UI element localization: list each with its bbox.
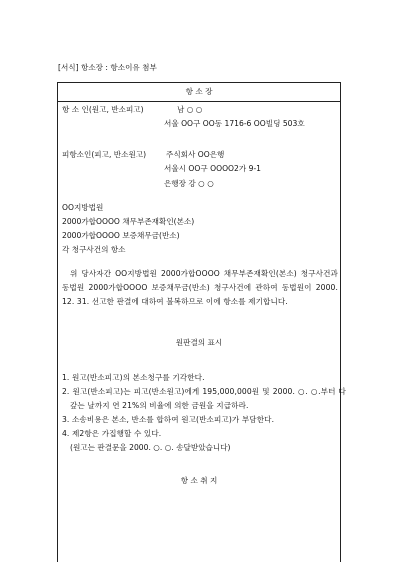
document-title: 항 소 장 [185, 87, 213, 96]
judgment-item: 4. 제2항은 가집행할 수 있다. [62, 429, 162, 438]
appellee-role: 피항소인(피고, 반소원고) [62, 150, 147, 159]
service-note: (원고는 판결문을 2000. ○. ○. 송달받았습니다) [70, 443, 231, 452]
cases-footer: 각 청구사건의 항소 [62, 245, 126, 254]
title-divider [58, 101, 340, 102]
appeal-body-paragraph: 위 당사자간 OO지방법원 2000가합OOOO 채무부존재확인(본소) 청구사건과 동법원 2000가합OOOO 보증채무금(반소) 청구사건에 관하여 동법원이 2000. 12. 31. 선고한 판결에 대하여 불복하므로 이에 항소를 제기합니다. [62, 269, 338, 306]
appellant-address: 서울 OO구 OO동 1716-6 OO빌딩 503호 [164, 119, 305, 128]
appellant-role: 항 소 인(원고, 반소피고) [62, 105, 144, 114]
judgment-heading: 원판결의 표시 [175, 338, 223, 347]
appellee-representative: 은행장 강 ○ ○ [164, 179, 214, 188]
court-name: OO지방법원 [62, 203, 104, 212]
case-counter: 2000가합OOOO 보증채무금(반소) [62, 231, 180, 240]
appellant-name: 남 ○ ○ [177, 105, 203, 114]
judgment-item: 1. 원고(반소피고)의 본소청구를 기각한다. [62, 373, 205, 382]
form-label: [서식] 항소장 : 항소이유 첨부 [58, 63, 157, 72]
appellee-address: 서울시 OO구 OOOO2가 9-1 [164, 164, 262, 173]
purpose-heading: 항 소 취 지 [180, 476, 218, 485]
judgment-item: 3. 소송비용은 본소, 반소를 합하여 원고(반소피고)가 부담한다. [62, 415, 275, 424]
case-main: 2000가합OOOO 채무부존재확인(본소) [62, 217, 195, 226]
appellee-name: 주식회사 OO은행 [166, 150, 225, 159]
document-frame [57, 82, 346, 562]
judgment-item: 2. 원고(반소피고)는 피고(반소원고)에게 195,000,000원 및 2000. ○. ○.부터 다 갚는 날까지 연 21%의 비율에 의한 금원을 지급하라. [62, 387, 346, 410]
